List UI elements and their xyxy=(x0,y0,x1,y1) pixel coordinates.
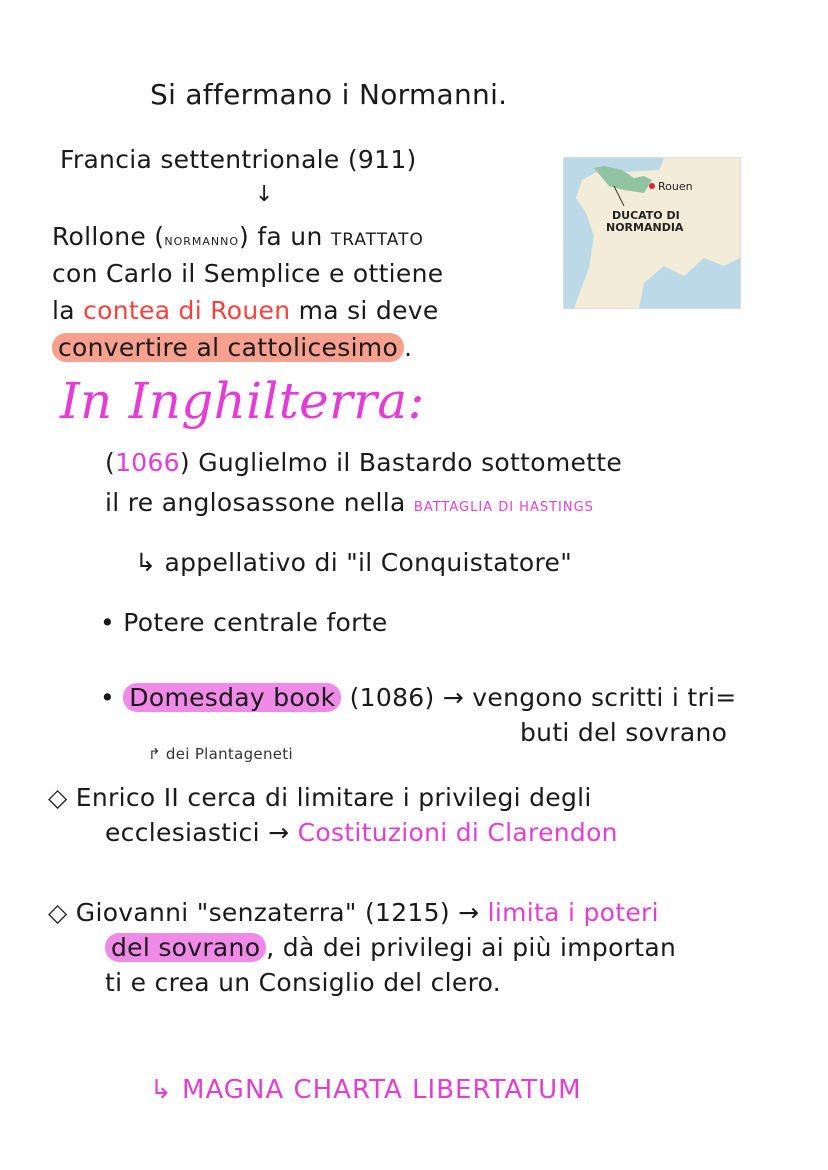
ing-line-3: ↳ appellativo di "il Conquistatore" xyxy=(135,548,573,577)
map-city-label: Rouen xyxy=(658,180,693,193)
text: Rollone ( xyxy=(52,222,165,251)
text: ma si deve xyxy=(290,296,439,325)
text: ) Guglielmo il Bastardo sottomette xyxy=(179,448,623,477)
text: ( xyxy=(105,448,116,477)
enrico-line-2 xyxy=(105,818,618,847)
francia-line-2 xyxy=(52,222,424,251)
text: , dà dei privilegi ai più importan xyxy=(266,933,677,962)
heading: Si affermano i Normanni. xyxy=(150,78,508,111)
battaglia-hastings: BATTAGLIA DI HASTINGS xyxy=(413,500,594,515)
ing-line-2 xyxy=(105,488,594,517)
text: ecclesiastici → xyxy=(105,818,298,847)
text: ) fa un xyxy=(239,222,331,251)
francia-line-4 xyxy=(52,296,439,325)
giovanni-line-1 xyxy=(48,898,659,927)
section-title: In Inghilterra: xyxy=(60,372,425,430)
bullet-domesday xyxy=(100,683,737,712)
enrico-line-1: ◇ Enrico II cerca di limitare i privilegi degli xyxy=(48,783,592,812)
francia-line-3: con Carlo il Semplice e ottiene xyxy=(52,259,444,288)
text-trattato: TRATTATO xyxy=(330,230,424,250)
giovanni-line-2 xyxy=(105,933,676,962)
francia-line-1: Francia settentrionale (911) xyxy=(60,145,417,174)
text: la xyxy=(52,296,84,325)
bullet-domesday-cont: buti del sovrano xyxy=(520,718,728,747)
text: (1086) → vengono scritti i tri= xyxy=(341,683,737,712)
magna-charta: ↳ MAGNA CHARTA LIBERTATUM xyxy=(150,1075,582,1105)
contea-di-rouen: contea di Rouen xyxy=(83,296,291,325)
ing-line-1 xyxy=(105,448,622,477)
giovanni-line-3: ti e crea un Consiglio del clero. xyxy=(105,968,501,997)
down-arrow-icon: ↓ xyxy=(255,182,274,207)
bullet-potere: • Potere centrale forte xyxy=(100,608,388,637)
note-plantageneti: ↱ dei Plantageneti xyxy=(148,745,293,763)
text-normanno: NORMANNO xyxy=(164,235,240,248)
limita-poteri: limita i poteri xyxy=(487,898,659,927)
costituzioni-clarendon: Costituzioni di Clarendon xyxy=(297,818,618,847)
text: . xyxy=(404,333,413,362)
text: • xyxy=(100,683,124,712)
normandy-map xyxy=(563,157,741,309)
year-1066: 1066 xyxy=(115,448,180,477)
map-region-label-1: DUCATO DI xyxy=(612,209,680,222)
domesday-book: Domesday book xyxy=(123,683,341,712)
highlighted-text: convertire al cattolicesimo xyxy=(52,333,404,362)
map-region-label-2: NORMANDIA xyxy=(606,221,684,234)
text: ◇ Giovanni "senzaterra" (1215) → xyxy=(48,898,488,927)
francia-line-5 xyxy=(52,333,412,362)
text: il re anglosassone nella xyxy=(105,488,414,517)
highlighted-text: del sovrano xyxy=(105,933,266,962)
